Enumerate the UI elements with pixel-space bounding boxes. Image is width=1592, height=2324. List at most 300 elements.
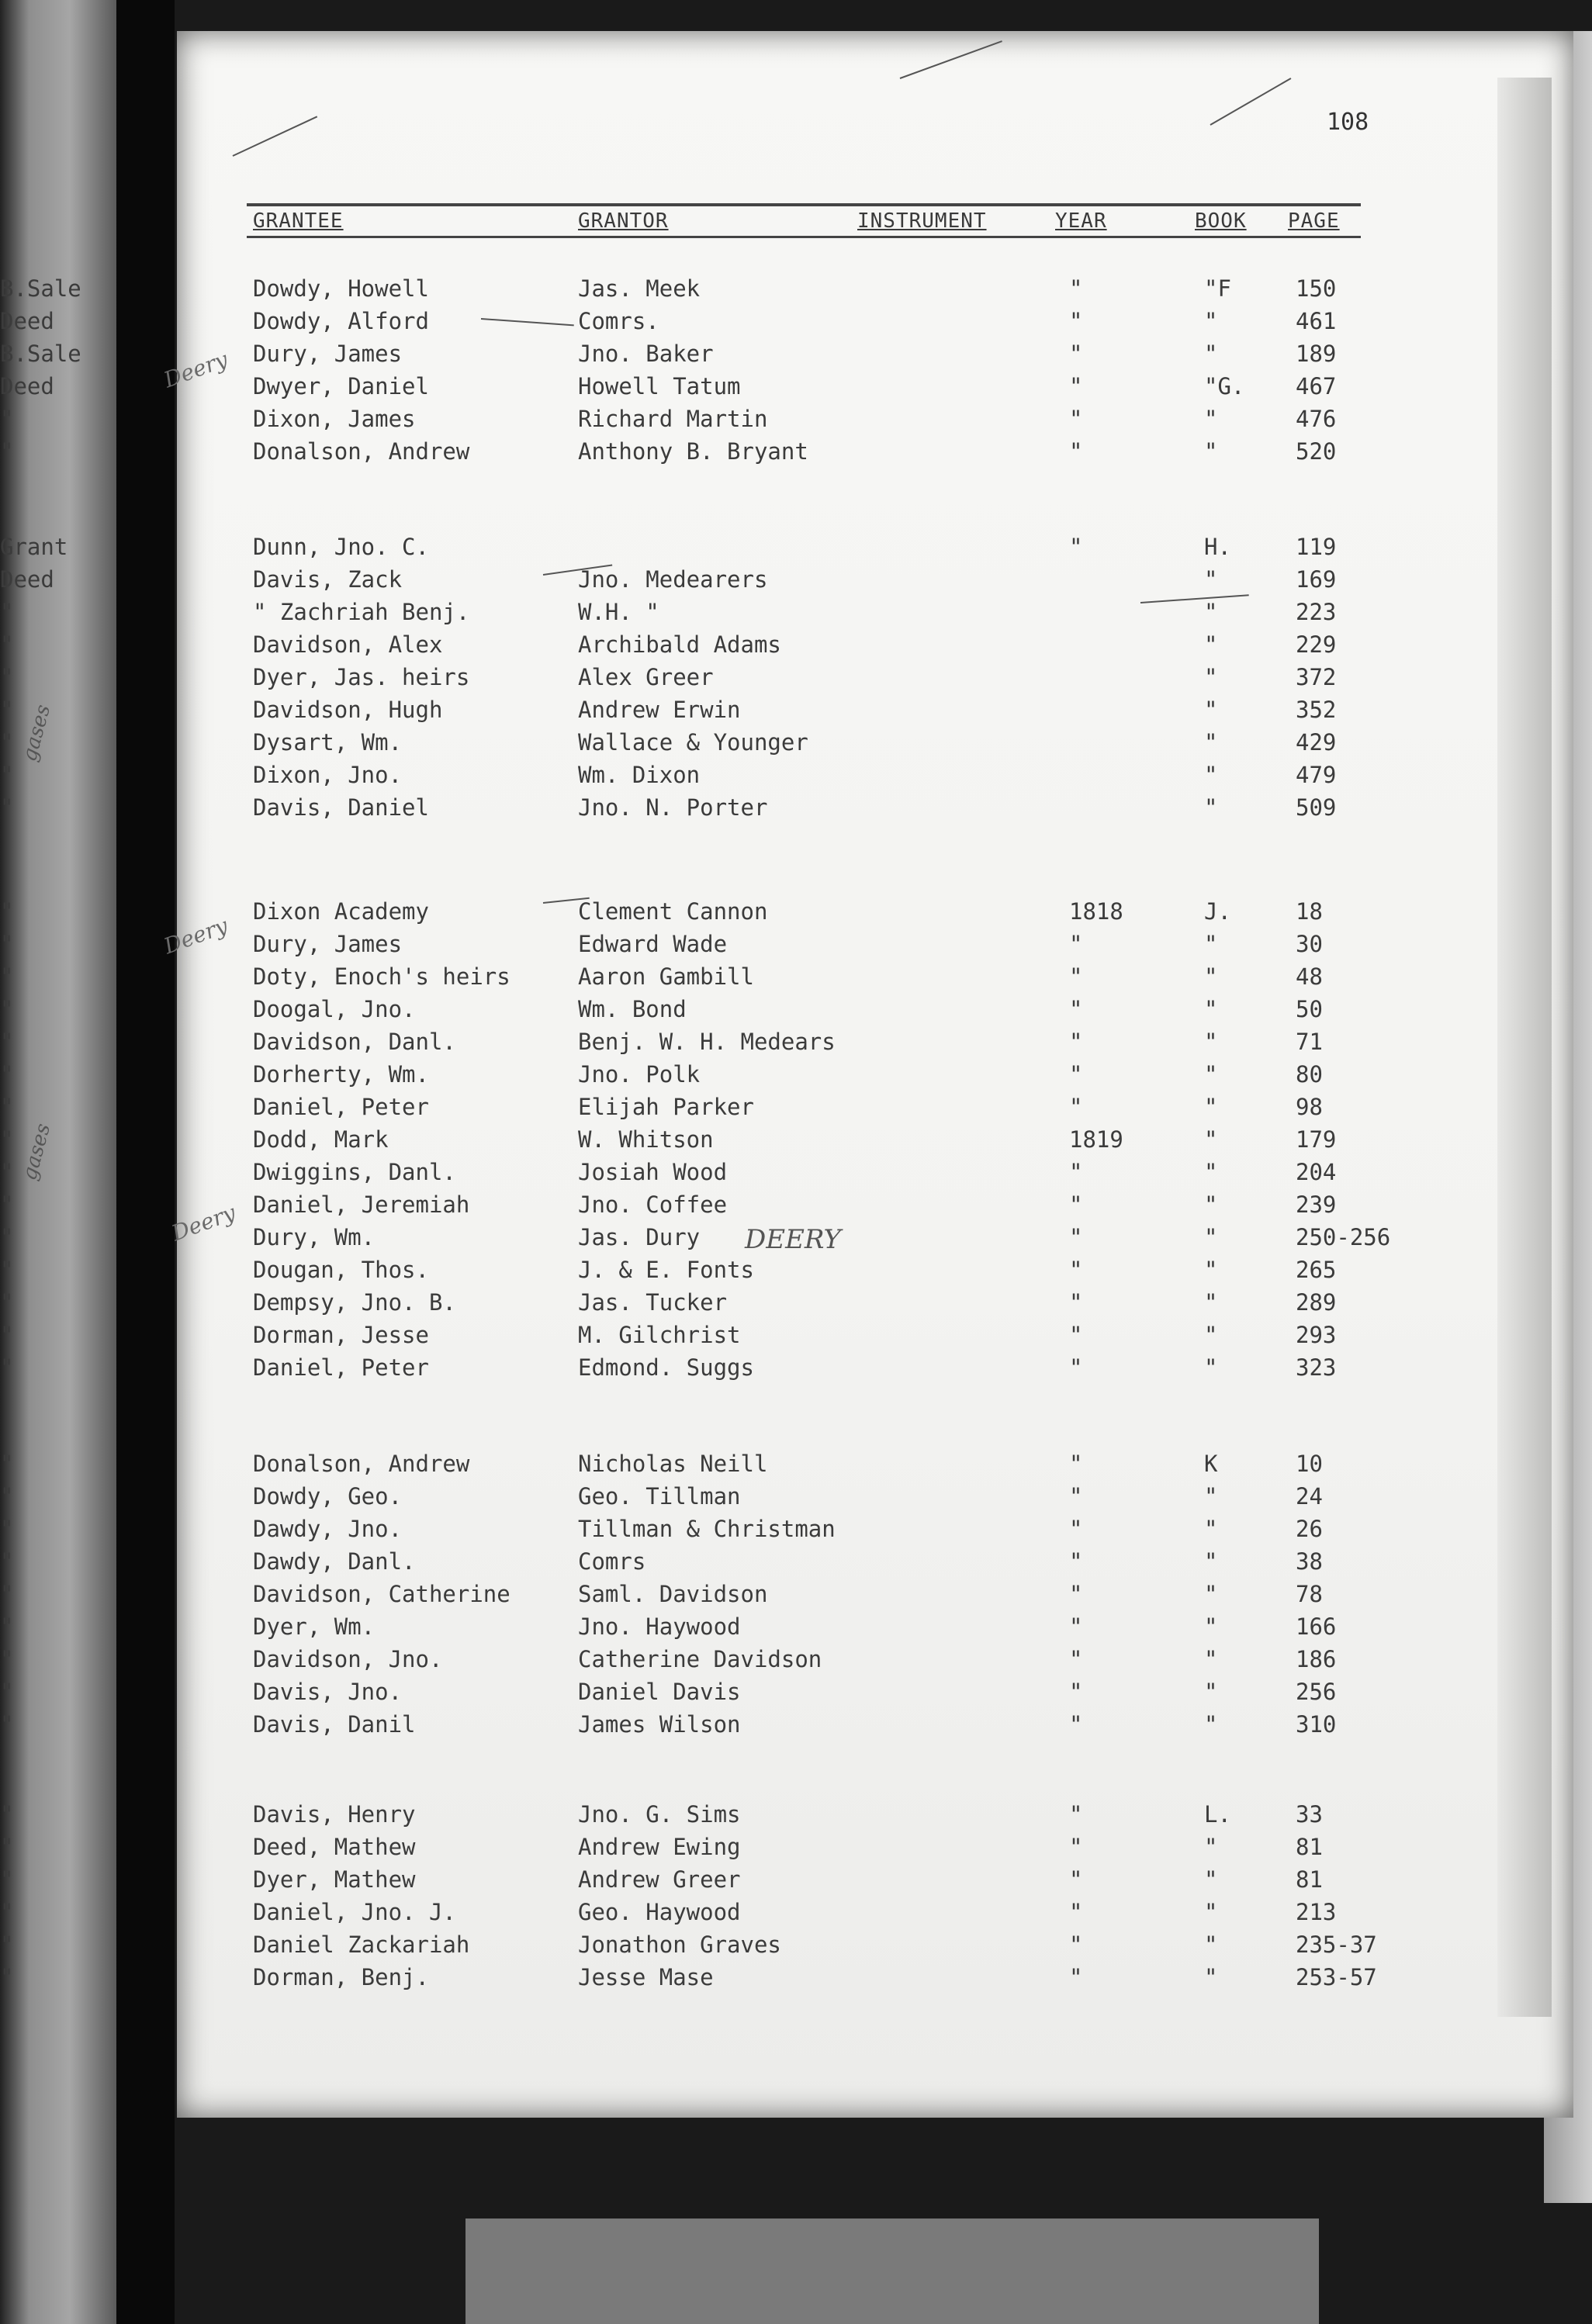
ledger-cell-grantee: Dixon, James (253, 406, 416, 432)
ledger-cell-grantor: W. Whitson (578, 1126, 714, 1153)
film-bottom-strip (465, 2219, 1319, 2324)
ledger-row (0, 599, 1592, 630)
ledger-cell-page: 213 (1296, 1899, 1337, 1925)
ledger-cell-year: " (1069, 1289, 1083, 1316)
ledger-cell-instrument: " (0, 664, 14, 690)
ledger-cell-page: 250-256 (1296, 1224, 1391, 1250)
ledger-cell-book: " (1204, 1834, 1218, 1860)
ledger-cell-page: 186 (1296, 1646, 1337, 1672)
ledger-cell-grantor: Edmond. Suggs (578, 1354, 754, 1381)
ledger-cell-grantee: Dowdy, Alford (253, 308, 429, 334)
ledger-row (0, 1191, 1592, 1223)
ledger-row (0, 566, 1592, 597)
ledger-cell-grantor: Geo. Haywood (578, 1899, 741, 1925)
ledger-cell-book: " (1204, 341, 1218, 367)
ledger-cell-year: " (1069, 1834, 1083, 1860)
ledger-cell-year: " (1069, 1866, 1083, 1893)
ledger-cell-page: 323 (1296, 1354, 1337, 1381)
ledger-cell-year: " (1069, 341, 1083, 367)
ledger-cell-page: 223 (1296, 599, 1337, 625)
ledger-cell-year: " (1069, 1061, 1083, 1088)
ledger-cell-page: 33 (1296, 1801, 1323, 1828)
ledger-cell-book: " (1204, 1029, 1218, 1055)
ledger-cell-grantor: Catherine Davidson (578, 1646, 822, 1672)
header-grantee: GRANTEE (253, 209, 344, 233)
ledger-cell-instrument: " (0, 996, 14, 1022)
header-rule-bottom (247, 236, 1361, 238)
ledger-cell-grantee: Dysart, Wm. (253, 729, 403, 756)
ledger-cell-book: " (1204, 996, 1218, 1022)
ledger-cell-page: 256 (1296, 1679, 1337, 1705)
ledger-cell-year: " (1069, 1322, 1083, 1348)
ledger-cell-year: " (1069, 1801, 1083, 1828)
ledger-cell-page: 189 (1296, 341, 1337, 367)
ledger-cell-year: " (1069, 996, 1083, 1022)
ledger-cell-grantee: Dixon, Jno. (253, 762, 403, 788)
ledger-cell-year: " (1069, 1257, 1083, 1283)
ledger-row (0, 1866, 1592, 1897)
ledger-cell-grantor: Daniel Davis (578, 1679, 741, 1705)
ledger-cell-year: " (1069, 1711, 1083, 1738)
ledger-cell-book: " (1204, 1289, 1218, 1316)
ledger-cell-instrument: " (0, 729, 14, 756)
ledger-cell-grantor: Josiah Wood (578, 1159, 728, 1185)
ledger-cell-book: " (1204, 931, 1218, 957)
ledger-cell-grantee: Doty, Enoch's heirs (253, 963, 510, 990)
ledger-cell-book: " (1204, 762, 1218, 788)
ledger-cell-year: " (1069, 1191, 1083, 1218)
ledger-cell-instrument: " (0, 1061, 14, 1088)
ledger-cell-book: " (1204, 1322, 1218, 1348)
ledger-cell-grantor: Jas. Dury (578, 1224, 701, 1250)
ledger-row (0, 1516, 1592, 1547)
ledger-cell-book: " (1204, 1191, 1218, 1218)
ledger-cell-instrument: " (0, 1899, 14, 1925)
ledger-cell-grantee: Daniel, Peter (253, 1354, 429, 1381)
header-rule-top (247, 203, 1361, 206)
ledger-row (0, 963, 1592, 994)
ledger-cell-grantee: Daniel, Peter (253, 1094, 429, 1120)
ledger-cell-grantor: Jno. Polk (578, 1061, 701, 1088)
ledger-cell-year: " (1069, 1094, 1083, 1120)
ledger-cell-instrument: " (0, 599, 14, 625)
ledger-cell-grantor: Edward Wade (578, 931, 728, 957)
ledger-cell-book: " (1204, 1224, 1218, 1250)
ledger-cell-instrument: " (0, 1451, 14, 1477)
ledger-cell-instrument: " (0, 1964, 14, 1990)
ledger-row (0, 1322, 1592, 1353)
ledger-cell-grantor: Comrs (578, 1548, 646, 1575)
ledger-cell-grantor: Archibald Adams (578, 631, 781, 658)
ledger-cell-grantor: Andrew Ewing (578, 1834, 741, 1860)
ledger-cell-grantee: Dury, Wm. (253, 1224, 376, 1250)
ledger-row (0, 898, 1592, 929)
ledger-cell-book: " (1204, 963, 1218, 990)
ledger-cell-year: " (1069, 1029, 1083, 1055)
ledger-cell-book: " (1204, 1126, 1218, 1153)
ledger-cell-page: 169 (1296, 566, 1337, 593)
ledger-cell-book: " (1204, 1548, 1218, 1575)
margin-note-deery-1: Deery (160, 346, 231, 393)
ledger-cell-grantor: Jesse Mase (578, 1964, 714, 1990)
ledger-cell-year: " (1069, 1159, 1083, 1185)
ledger-cell-book: " (1204, 1899, 1218, 1925)
inline-correction-deery: DEERY (745, 1224, 841, 1255)
ledger-cell-page: 48 (1296, 963, 1323, 990)
ledger-row (0, 275, 1592, 306)
ledger-row (0, 341, 1592, 372)
ledger-cell-grantee: Davidson, Hugh (253, 697, 443, 723)
ledger-row (0, 1931, 1592, 1963)
margin-note-deery-3: Deery (168, 1199, 239, 1247)
ledger-cell-grantee: Dowdy, Howell (253, 275, 429, 302)
ledger-cell-instrument: " (0, 1679, 14, 1705)
ledger-cell-page: 81 (1296, 1834, 1323, 1860)
ledger-cell-grantee: Davidson, Danl. (253, 1029, 456, 1055)
ledger-cell-grantee: Dwyer, Daniel (253, 373, 429, 399)
ledger-cell-grantor: Andrew Greer (578, 1866, 741, 1893)
ledger-row (0, 794, 1592, 825)
ledger-cell-year: " (1069, 1224, 1083, 1250)
ledger-cell-page: 289 (1296, 1289, 1337, 1316)
ledger-cell-year: " (1069, 1581, 1083, 1607)
ledger-cell-year: 1818 (1069, 898, 1123, 925)
ledger-cell-book: " (1204, 1646, 1218, 1672)
ledger-cell-grantor: Jno. G. Sims (578, 1801, 741, 1828)
ledger-cell-grantor: Alex Greer (578, 664, 714, 690)
ledger-cell-book: " (1204, 664, 1218, 690)
ledger-cell-grantee: Davidson, Jno. (253, 1646, 443, 1672)
ledger-cell-instrument: " (0, 1711, 14, 1738)
ledger-cell-grantee: Davis, Daniel (253, 794, 429, 821)
ledger-row (0, 996, 1592, 1027)
ledger-cell-grantee: Davis, Danil (253, 1711, 416, 1738)
ledger-cell-book: " (1204, 566, 1218, 593)
ledger-cell-book: "G. (1204, 373, 1245, 399)
ledger-cell-book: " (1204, 794, 1218, 821)
ledger-cell-page: 239 (1296, 1191, 1337, 1218)
ledger-cell-instrument: " (0, 1289, 14, 1316)
ledger-cell-grantee: Davis, Jno. (253, 1679, 403, 1705)
ledger-cell-grantee: Dwiggins, Danl. (253, 1159, 456, 1185)
ledger-cell-instrument: Deed (0, 566, 54, 593)
ledger-cell-grantor: Andrew Erwin (578, 697, 741, 723)
ledger-cell-instrument: " (0, 1866, 14, 1893)
ledger-cell-instrument: " (0, 438, 14, 465)
ledger-cell-page: 78 (1296, 1581, 1323, 1607)
ledger-cell-book: " (1204, 406, 1218, 432)
ledger-cell-year: " (1069, 931, 1083, 957)
ledger-row (0, 1834, 1592, 1865)
ledger-row (0, 1483, 1592, 1514)
ledger-cell-book: " (1204, 1964, 1218, 1990)
ledger-cell-page: 18 (1296, 898, 1323, 925)
ledger-cell-book: " (1204, 1061, 1218, 1088)
ledger-cell-grantor: Nicholas Neill (578, 1451, 768, 1477)
ledger-cell-grantee: Daniel, Jno. J. (253, 1899, 456, 1925)
ledger-cell-page: 80 (1296, 1061, 1323, 1088)
ledger-cell-book: " (1204, 599, 1218, 625)
ledger-cell-grantee: Davis, Henry (253, 1801, 416, 1828)
ledger-cell-page: 372 (1296, 664, 1337, 690)
ledger-cell-instrument: " (0, 1354, 14, 1381)
ledger-cell-year: " (1069, 1646, 1083, 1672)
ledger-cell-grantor: Jas. Tucker (578, 1289, 728, 1316)
ledger-row (0, 373, 1592, 404)
ledger-cell-grantee: Dury, James (253, 341, 403, 367)
ledger-cell-instrument: " (0, 1646, 14, 1672)
ledger-cell-grantee: Dowdy, Geo. (253, 1483, 403, 1510)
ledger-cell-page: 24 (1296, 1483, 1323, 1510)
ledger-cell-page: 81 (1296, 1866, 1323, 1893)
ledger-cell-year: " (1069, 1516, 1083, 1542)
ledger-cell-instrument: B.Sale (0, 341, 81, 367)
header-grantor: GRANTOR (578, 209, 669, 233)
ledger-cell-page: 71 (1296, 1029, 1323, 1055)
ledger-cell-page: 293 (1296, 1322, 1337, 1348)
ledger-cell-page: 50 (1296, 996, 1323, 1022)
ledger-row (0, 1126, 1592, 1157)
ledger-cell-instrument: " (0, 1191, 14, 1218)
ledger-cell-grantee: Davidson, Catherine (253, 1581, 510, 1607)
ledger-cell-page: 479 (1296, 762, 1337, 788)
ledger-cell-instrument: " (0, 1322, 14, 1348)
ledger-row (0, 1061, 1592, 1092)
ledger-row (0, 1257, 1592, 1288)
ledger-row (0, 1224, 1592, 1255)
ledger-cell-book: " (1204, 1866, 1218, 1893)
ledger-cell-page: 476 (1296, 406, 1337, 432)
ledger-cell-grantee: Dunn, Jno. C. (253, 534, 429, 560)
ledger-row (0, 1646, 1592, 1677)
ledger-cell-year: " (1069, 308, 1083, 334)
ledger-row (0, 1159, 1592, 1190)
ledger-row (0, 308, 1592, 339)
ledger-cell-grantor: Jno. Coffee (578, 1191, 728, 1218)
ledger-cell-grantee: Davidson, Alex (253, 631, 443, 658)
ledger-cell-book: " (1204, 1711, 1218, 1738)
ledger-cell-page: 253-57 (1296, 1964, 1377, 1990)
ledger-cell-instrument: " (0, 1094, 14, 1120)
ledger-cell-page: 204 (1296, 1159, 1337, 1185)
ledger-cell-page: 150 (1296, 275, 1337, 302)
ledger-row (0, 438, 1592, 469)
ledger-cell-page: 310 (1296, 1711, 1337, 1738)
ledger-cell-grantor: Richard Martin (578, 406, 768, 432)
ledger-cell-grantee: " Zachriah Benj. (253, 599, 470, 625)
ledger-cell-grantor: Wallace & Younger (578, 729, 808, 756)
ledger-cell-instrument: " (0, 1801, 14, 1828)
ledger-cell-grantee: Dorman, Benj. (253, 1964, 429, 1990)
ledger-cell-instrument: " (0, 1257, 14, 1283)
ledger-cell-book: H. (1204, 534, 1231, 560)
ledger-cell-year: " (1069, 1451, 1083, 1477)
ledger-cell-grantor: Howell Tatum (578, 373, 741, 399)
ledger-cell-page: 38 (1296, 1548, 1323, 1575)
ledger-cell-year: " (1069, 406, 1083, 432)
ledger-cell-page: 467 (1296, 373, 1337, 399)
ledger-cell-instrument: " (0, 1029, 14, 1055)
ledger-row (0, 1094, 1592, 1125)
ledger-cell-grantee: Deed, Mathew (253, 1834, 416, 1860)
ledger-row (0, 1581, 1592, 1612)
ledger-cell-instrument: " (0, 406, 14, 432)
ledger-cell-book: " (1204, 729, 1218, 756)
ledger-cell-grantee: Dempsy, Jno. B. (253, 1289, 456, 1316)
ledger-cell-grantee: Dyer, Mathew (253, 1866, 416, 1893)
ledger-cell-grantee: Dawdy, Jno. (253, 1516, 403, 1542)
ledger-cell-instrument: Deed (0, 373, 54, 399)
ledger-cell-year: " (1069, 1679, 1083, 1705)
ledger-cell-book: " (1204, 1257, 1218, 1283)
ledger-cell-grantor: Comrs. (578, 308, 659, 334)
ledger-cell-year: 1819 (1069, 1126, 1123, 1153)
ledger-cell-book: " (1204, 308, 1218, 334)
ledger-cell-page: 461 (1296, 308, 1337, 334)
ledger-cell-page: 352 (1296, 697, 1337, 723)
ledger-cell-page: 235-37 (1296, 1931, 1377, 1958)
ledger-cell-grantor: James Wilson (578, 1711, 741, 1738)
ledger-cell-grantee: Dorman, Jesse (253, 1322, 429, 1348)
ledger-cell-grantee: Dawdy, Danl. (253, 1548, 416, 1575)
ledger-cell-instrument: " (0, 697, 14, 723)
ledger-cell-page: 520 (1296, 438, 1337, 465)
ledger-cell-instrument: " (0, 794, 14, 821)
ledger-cell-grantee: Davis, Zack (253, 566, 403, 593)
ledger-cell-page: 229 (1296, 631, 1337, 658)
ledger-cell-page: 509 (1296, 794, 1337, 821)
ledger-cell-page: 429 (1296, 729, 1337, 756)
ledger-cell-book: " (1204, 631, 1218, 658)
ledger-cell-year: " (1069, 1548, 1083, 1575)
header-instrument: INSTRUMENT (857, 209, 987, 233)
ledger-cell-book: " (1204, 1613, 1218, 1640)
ledger-cell-grantor: Benj. W. H. Medears (578, 1029, 836, 1055)
ledger-row (0, 1289, 1592, 1320)
ledger-row (0, 1801, 1592, 1832)
ledger-cell-page: 179 (1296, 1126, 1337, 1153)
ledger-cell-book: J. (1204, 898, 1231, 925)
ledger-cell-instrument: Deed (0, 308, 54, 334)
ledger-cell-year: " (1069, 1354, 1083, 1381)
ledger-row (0, 931, 1592, 962)
ledger-cell-instrument: " (0, 1126, 14, 1153)
ledger-cell-grantor: Tillman & Christman (578, 1516, 836, 1542)
ledger-cell-book: L. (1204, 1801, 1231, 1828)
ledger-row (0, 1029, 1592, 1060)
ledger-cell-page: 119 (1296, 534, 1337, 560)
ledger-cell-instrument: " (0, 1834, 14, 1860)
ledger-cell-year: " (1069, 963, 1083, 990)
ledger-cell-instrument: " (0, 1516, 14, 1542)
ledger-row (0, 1354, 1592, 1385)
ledger-cell-grantor: Saml. Davidson (578, 1581, 768, 1607)
ledger-cell-grantor: M. Gilchrist (578, 1322, 741, 1348)
ledger-cell-book: " (1204, 1931, 1218, 1958)
ledger-cell-year: " (1069, 438, 1083, 465)
ledger-cell-grantee: Donalson, Andrew (253, 438, 470, 465)
header-page: PAGE (1288, 209, 1340, 233)
ledger-cell-book: " (1204, 1516, 1218, 1542)
ledger-cell-year: " (1069, 275, 1083, 302)
ledger-cell-grantor: Jno. N. Porter (578, 794, 768, 821)
ledger-cell-grantor: Jas. Meek (578, 275, 701, 302)
margin-note-vertical-1: gases (18, 702, 56, 764)
ledger-row (0, 762, 1592, 793)
ledger-cell-instrument: " (0, 931, 14, 957)
ledger-row (0, 1613, 1592, 1644)
ledger-row (0, 1679, 1592, 1710)
ledger-cell-grantor: Wm. Dixon (578, 762, 701, 788)
margin-note-deery-2: Deery (160, 912, 231, 960)
ledger-cell-grantor: Aaron Gambill (578, 963, 754, 990)
ledger-cell-book: " (1204, 438, 1218, 465)
ledger-cell-book: " (1204, 1581, 1218, 1607)
ledger-cell-year: " (1069, 1899, 1083, 1925)
ledger-cell-grantor: Clement Cannon (578, 898, 768, 925)
ledger-cell-grantee: Dougan, Thos. (253, 1257, 429, 1283)
ledger-cell-grantor: W.H. " (578, 599, 659, 625)
ledger-cell-page: 30 (1296, 931, 1323, 957)
page-number: 108 (1327, 109, 1369, 136)
ledger-cell-grantor: Jno. Haywood (578, 1613, 741, 1640)
ledger-cell-book: " (1204, 697, 1218, 723)
ledger-cell-page: 98 (1296, 1094, 1323, 1120)
ledger-row (0, 697, 1592, 728)
ledger-cell-grantee: Daniel, Jeremiah (253, 1191, 470, 1218)
ledger-cell-instrument: " (0, 1581, 14, 1607)
ledger-row (0, 1964, 1592, 1995)
ledger-cell-instrument: " (0, 898, 14, 925)
ledger-row (0, 1899, 1592, 1930)
ledger-cell-year: " (1069, 1931, 1083, 1958)
ledger-cell-grantor: Anthony B. Bryant (578, 438, 808, 465)
ledger-cell-grantee: Dodd, Mark (253, 1126, 389, 1153)
ledger-cell-grantee: Dury, James (253, 931, 403, 957)
ledger-cell-year: " (1069, 534, 1083, 560)
ledger-cell-instrument: " (0, 631, 14, 658)
ledger-cell-book: " (1204, 1354, 1218, 1381)
ledger-cell-book: K (1204, 1451, 1218, 1477)
ledger-cell-grantor: Geo. Tillman (578, 1483, 741, 1510)
ledger-cell-grantee: Dyer, Wm. (253, 1613, 376, 1640)
ledger-cell-page: 26 (1296, 1516, 1323, 1542)
ledger-cell-grantee: Daniel Zackariah (253, 1931, 470, 1958)
ledger-cell-instrument: " (0, 1931, 14, 1958)
ledger-cell-year: " (1069, 1613, 1083, 1640)
ledger-cell-book: " (1204, 1483, 1218, 1510)
ledger-cell-grantee: Dixon Academy (253, 898, 429, 925)
ledger-cell-grantee: Dyer, Jas. heirs (253, 664, 470, 690)
ledger-cell-instrument: " (0, 1613, 14, 1640)
ledger-cell-instrument: " (0, 1159, 14, 1185)
ledger-row (0, 406, 1592, 437)
ledger-cell-instrument: Grant (0, 534, 68, 560)
margin-note-vertical-2: gases (18, 1121, 56, 1183)
ledger-row (0, 631, 1592, 662)
ledger-cell-book: " (1204, 1094, 1218, 1120)
ledger-cell-page: 166 (1296, 1613, 1337, 1640)
ledger-cell-grantor: Elijah Parker (578, 1094, 754, 1120)
ledger-cell-book: " (1204, 1159, 1218, 1185)
ledger-cell-page: 265 (1296, 1257, 1337, 1283)
ledger-cell-grantor: J. & E. Fonts (578, 1257, 754, 1283)
ledger-row (0, 1711, 1592, 1742)
ledger-cell-year: " (1069, 1964, 1083, 1990)
ledger-cell-book: "F (1204, 275, 1231, 302)
ledger-cell-grantor: Jonathon Graves (578, 1931, 781, 1958)
ledger-row (0, 1451, 1592, 1482)
